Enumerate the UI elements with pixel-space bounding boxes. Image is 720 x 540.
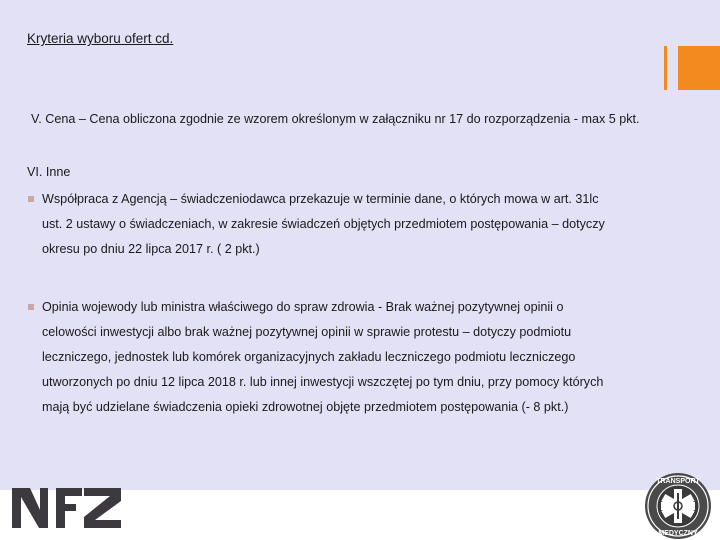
seal-text-top: TRANSPORT [656,478,700,485]
accent-thick-bar [678,46,720,90]
bullet-1-line-2: ust. 2 ustawy o świadczeniach, w zakresie świadczeń objętych przedmiotem postępowania – dotyczy [42,217,605,231]
section-vi-heading: VI. Inne [27,165,71,179]
bullet-marker [28,304,34,310]
transport-medyczny-seal [643,471,713,540]
nfz-logo [10,485,124,531]
bullet-2-line-3: leczniczego, jednostek lub komórek organizacyjnych zakładu leczniczego podmiotu leczniczego [42,350,576,364]
bullet-2-line-5: mają być udzielane świadczenia opieki zdrowotnej objęte przedmiotem postępowania (- 8 pkt.) [42,400,569,414]
bullet-1-line-1: Współpraca z Agencją – świadczeniodawca przekazuje w terminie dane, o których mowa w art. 31lc [42,192,599,206]
seal-text-bottom: MEDYCZNY [658,530,698,537]
accent-thin-bar [664,46,667,90]
slide-title: Kryteria wyboru ofert cd. [27,31,174,46]
bullet-2-line-4: utworzonych po dniu 12 lipca 2018 r. lub innej inwestycji wszczętej po tym dniu, przy pomocy których [42,375,604,389]
bullet-2-line-1: Opinia wojewody lub ministra właściwego do spraw zdrowia - Brak ważnej pozytywnej opinii o [42,300,564,314]
bullet-2-line-2: celowości inwestycji albo brak ważnej pozytywnej opinii w sprawie protestu – dotyczy podmiotu [42,325,572,339]
criterion-v-text: V. Cena – Cena obliczona zgodnie ze wzorem określonym w załączniku nr 17 do rozporządzenia - max 5 pkt. [31,112,640,126]
bullet-1-line-3: okresu po dniu 22 lipca 2017 r. ( 2 pkt.) [42,242,260,256]
accent-decoration [664,46,720,90]
bullet-marker [28,196,34,202]
